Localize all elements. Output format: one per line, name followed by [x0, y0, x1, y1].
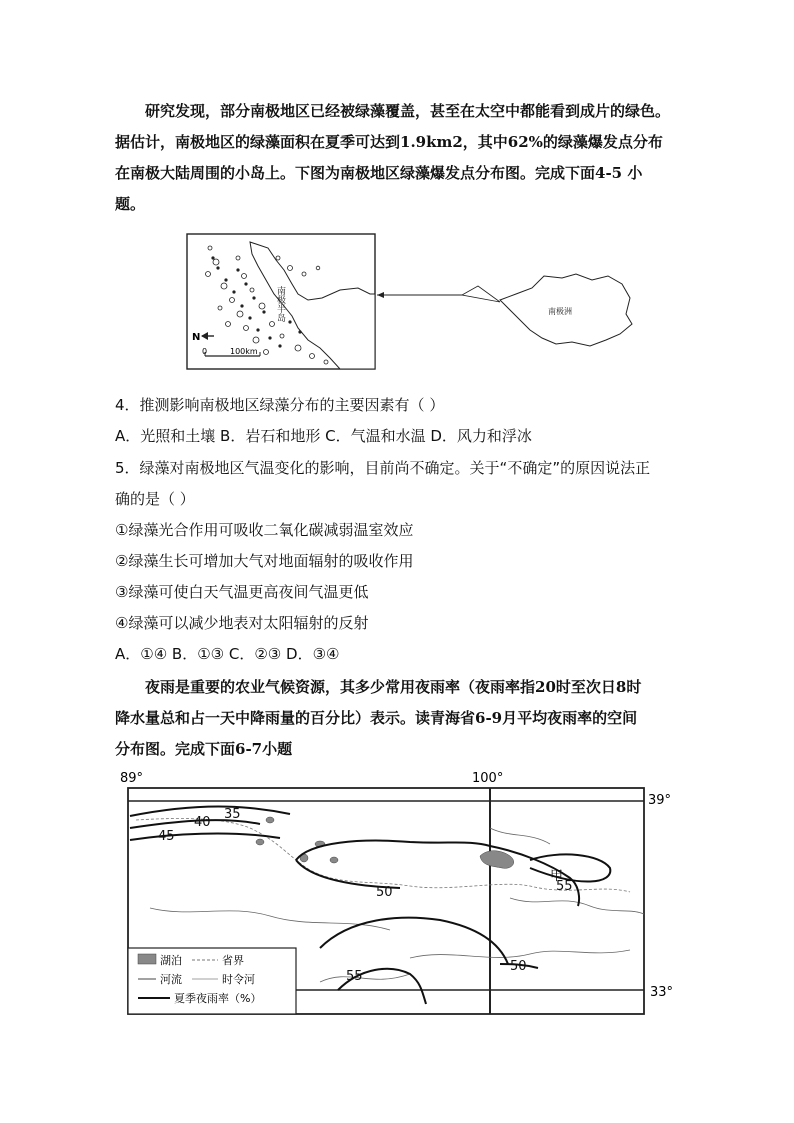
passage-2-line-2: 降水量总和占一天中降雨量的百分比）表示。读青海省6-9月平均夜雨率的空间 — [115, 709, 638, 727]
contour-label: 45 — [158, 829, 175, 844]
passage-1-line-1: 研究发现，部分南极地区已经被绿藻覆盖，甚至在太空中都能看到成片的绿色。 — [145, 102, 671, 120]
passage-2-line-3: 分布图。完成下面6-7小题 — [115, 740, 293, 758]
q5-stem-line-2: 确的是（ ） — [115, 490, 195, 508]
contour-label: 50 — [510, 959, 527, 974]
q5-stem-line-1: 5．绿藻对南极地区气温变化的影响，目前尚不确定。关于“不确定”的原因说法正 — [115, 459, 651, 477]
legend-province-border: 省界 — [222, 954, 244, 967]
contour-label: 50 — [376, 885, 393, 900]
map-legend — [128, 948, 296, 1014]
legend-river: 河流 — [160, 973, 182, 986]
antarctic-algae-map — [180, 228, 660, 378]
legend-lake: 湖泊 — [160, 954, 182, 967]
continent-label: 南极洲 — [548, 307, 572, 316]
lon-label-100: 100° — [472, 771, 504, 786]
q5-item-4: ④绿藻可以减少地表对太阳辐射的反射 — [115, 614, 369, 632]
place-label-jia: 甲 — [550, 869, 564, 884]
q5-item-2: ②绿藻生长可增加大气对地面辐射的吸收作用 — [115, 552, 414, 570]
legend-seasonal-river: 时令河 — [222, 973, 255, 986]
contour-label: 55 — [556, 879, 573, 894]
peninsula-label: 南极半岛 — [275, 286, 285, 322]
q5-options: A．①④ B．①③ C．②③ D．③④ — [115, 645, 340, 663]
svg-text:0: 0 — [202, 347, 208, 356]
lat-label-33: 33° — [650, 985, 674, 1000]
passage-1-line-2: 据估计，南极地区的绿藻面积在夏季可达到1.9km2，其中62%的绿藻爆发点分布 — [115, 133, 663, 151]
q4-stem: 4．推测影响南极地区绿藻分布的主要因素有（ ） — [115, 396, 445, 414]
passage-1-line-3: 在南极大陆周围的小岛上。下图为南极地区绿藻爆发点分布图。完成下面4-5 小 — [115, 164, 643, 182]
contour-label: 40 — [194, 815, 211, 830]
lat-label-39: 39° — [648, 793, 672, 808]
qinghai-night-rain-map — [110, 768, 690, 1018]
svg-text:100km: 100km — [230, 347, 258, 356]
q5-item-3: ③绿藻可使白天气温更高夜间气温更低 — [115, 583, 369, 601]
passage-1-line-4: 题。 — [115, 195, 146, 213]
lon-label-89: 89° — [120, 771, 144, 786]
q4-options: A．光照和土壤 B．岩石和地形 C．气温和水温 D．风力和浮冰 — [115, 427, 532, 445]
legend-isoline: 夏季夜雨率（%） — [174, 992, 262, 1005]
contour-label: 35 — [224, 807, 241, 822]
passage-2-line-1: 夜雨是重要的农业气候资源，其多少常用夜雨率（夜雨率指20时至次日8时 — [145, 678, 642, 696]
contour-label: 55 — [346, 969, 363, 984]
q5-item-1: ①绿藻光合作用可吸收二氧化碳减弱温室效应 — [115, 521, 414, 539]
svg-text:N: N — [192, 332, 201, 343]
